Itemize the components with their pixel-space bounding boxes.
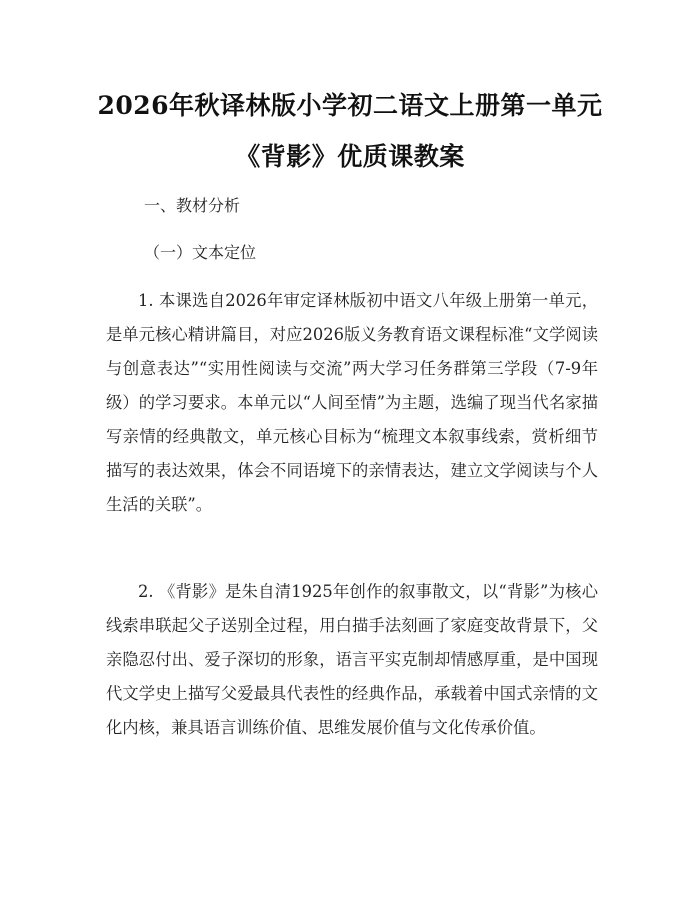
section-heading: 一、教材分析 — [144, 196, 241, 215]
document-title-line-2: 《背影》优质课教案 — [235, 142, 465, 171]
subsection-heading: （一）文本定位 — [144, 243, 257, 262]
document-title-line-1: 2026年秋译林版小学初二语文上册第一单元 — [97, 91, 603, 120]
paragraph-1: 1. 本课选自2026年审定译林版初中语文八年级上册第一单元，是单元核心精讲篇目，对应2026版义务教育语文课程标准“文学阅读与创意表达”“实用性阅读与交流”两大学习任务群第三学段（7-9年级）的学习要求。本单元以“人间至情”为主题，选编了现当代名家描写亲情的经典散文，单元核心目标为“梳理文本叙事线索，赏析细节描写的表达效果，体会不同语境下的亲情表达，建立文学阅读与个人生活的关联”。 — [106, 291, 598, 514]
paragraph-2: 2. 《背影》是朱自清1925年创作的叙事散文，以“背影”为核心线索串联起父子送别全过程，用白描手法刻画了家庭变故背景下，父亲隐忍付出、爱子深切的形象，语言平实克制却情感厚重，是中国现代文学史上描写父爱最具代表性的经典作品，承载着中国式亲情的文化内核，兼具语言训练价值、思维发展价值与文化传承价值。 — [106, 582, 598, 737]
